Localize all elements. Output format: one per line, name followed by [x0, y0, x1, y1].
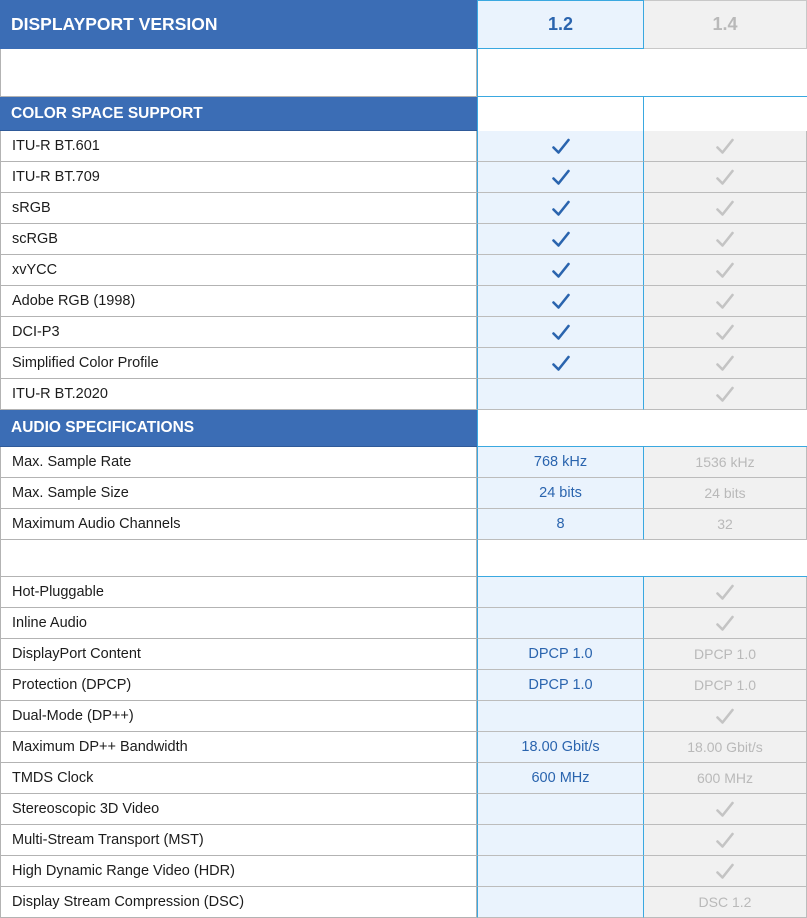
table-row [0, 509, 807, 540]
feature-label: Simplified Color Profile [0, 348, 477, 379]
table-row [0, 224, 807, 255]
checkmark-icon [716, 355, 734, 372]
v12-cell [477, 608, 644, 639]
checkmark-icon [552, 169, 570, 186]
checkmark-icon [552, 293, 570, 310]
cell-value: 600 MHz [531, 770, 590, 786]
table-row [0, 379, 807, 410]
cell-value: 600 MHz [696, 770, 754, 786]
checkmark-icon [716, 832, 734, 849]
v12-cell [477, 670, 644, 701]
feature-label: TMDS Clock [0, 763, 477, 794]
feature-label: DisplayPort Content [0, 639, 477, 670]
checkmark-icon [716, 386, 734, 403]
v12-cell [477, 286, 644, 317]
checkmark-icon [716, 324, 734, 341]
feature-label: High Dynamic Range Video (HDR) [0, 856, 477, 887]
v14-cell [644, 794, 807, 825]
cell-value: 8 [556, 516, 565, 532]
table-row [0, 887, 807, 918]
cell-value: 24 bits [704, 485, 746, 501]
table-row [0, 255, 807, 286]
v14-cell [644, 478, 807, 509]
feature-label: sRGB [0, 193, 477, 224]
v14-cell [644, 670, 807, 701]
table-row [0, 732, 807, 763]
cell-value: 32 [717, 516, 733, 532]
section-header-row [0, 410, 807, 447]
v14-cell [644, 701, 807, 732]
v12-cell [477, 509, 644, 540]
section-spacer [477, 410, 807, 447]
checkmark-icon [716, 231, 734, 248]
spacer-row [0, 49, 807, 97]
table-header-row [0, 0, 807, 49]
table-row [0, 639, 807, 670]
section-header-row [0, 97, 807, 131]
table-row [0, 794, 807, 825]
v12-cell [477, 856, 644, 887]
checkmark-icon [552, 200, 570, 217]
feature-label: Dual-Mode (DP++) [0, 701, 477, 732]
table-row [0, 131, 807, 162]
v14-cell [644, 131, 807, 162]
feature-label: Hot-Pluggable [0, 577, 477, 608]
cell-value: 24 bits [539, 485, 582, 501]
spacer-cell [0, 49, 477, 97]
feature-label: Max. Sample Size [0, 478, 477, 509]
checkmark-icon [716, 138, 734, 155]
section-title: AUDIO SPECIFICATIONS [0, 410, 477, 447]
feature-label: Stereoscopic 3D Video [0, 794, 477, 825]
checkmark-icon [716, 801, 734, 818]
v14-cell [644, 447, 807, 478]
checkmark-icon [716, 584, 734, 601]
v12-cell [477, 732, 644, 763]
table-row [0, 162, 807, 193]
cell-value: 1536 kHz [695, 454, 755, 470]
v12-cell [477, 577, 644, 608]
checkmark-icon [552, 324, 570, 341]
table-row [0, 701, 807, 732]
v14-cell [644, 348, 807, 379]
feature-label: Maximum DP++ Bandwidth [0, 732, 477, 763]
cell-value: DPCP 1.0 [528, 677, 593, 693]
feature-label: Maximum Audio Channels [0, 509, 477, 540]
table-row [0, 478, 807, 509]
v14-cell [644, 224, 807, 255]
cell-value: DSC 1.2 [698, 894, 752, 910]
spacer-row [0, 540, 807, 577]
feature-label: xvYCC [0, 255, 477, 286]
v14-cell [644, 509, 807, 540]
feature-label: Max. Sample Rate [0, 447, 477, 478]
feature-label: ITU-R BT.601 [0, 131, 477, 162]
section-title: COLOR SPACE SUPPORT [0, 97, 477, 131]
v14-cell [644, 379, 807, 410]
v14-cell [644, 825, 807, 856]
cell-value: 18.00 Gbit/s [687, 739, 763, 755]
table-row [0, 193, 807, 224]
v12-cell [477, 701, 644, 732]
section-spacer [477, 97, 644, 131]
column-header-v14: 1.4 [644, 0, 807, 49]
feature-label: scRGB [0, 224, 477, 255]
v14-cell [644, 286, 807, 317]
table-row [0, 447, 807, 478]
table-row [0, 856, 807, 887]
v12-cell [477, 348, 644, 379]
table-row [0, 825, 807, 856]
feature-label: Protection (DPCP) [0, 670, 477, 701]
v12-cell [477, 255, 644, 286]
cell-value: 18.00 Gbit/s [521, 739, 600, 755]
checkmark-icon [716, 200, 734, 217]
checkmark-icon [716, 293, 734, 310]
feature-label: Multi-Stream Transport (MST) [0, 825, 477, 856]
v14-cell [644, 639, 807, 670]
v12-cell [477, 379, 644, 410]
feature-label: DCI-P3 [0, 317, 477, 348]
cell-value: DPCP 1.0 [694, 677, 756, 693]
v12-cell [477, 478, 644, 509]
v14-cell [644, 732, 807, 763]
v14-cell [644, 763, 807, 794]
table-row [0, 348, 807, 379]
feature-label: ITU-R BT.2020 [0, 379, 477, 410]
v14-cell [644, 317, 807, 348]
v14-cell [644, 162, 807, 193]
v12-cell [477, 763, 644, 794]
table-row [0, 317, 807, 348]
v12-cell [477, 193, 644, 224]
table-title: DISPLAYPORT VERSION [0, 0, 477, 49]
checkmark-icon [716, 615, 734, 632]
cell-value: DPCP 1.0 [528, 646, 593, 662]
checkmark-icon [716, 863, 734, 880]
feature-label: Inline Audio [0, 608, 477, 639]
v14-cell [644, 887, 807, 918]
table-row [0, 608, 807, 639]
cell-value: DPCP 1.0 [694, 646, 756, 662]
checkmark-icon [716, 262, 734, 279]
feature-label: ITU-R BT.709 [0, 162, 477, 193]
checkmark-icon [552, 231, 570, 248]
checkmark-icon [716, 708, 734, 725]
v12-cell [477, 825, 644, 856]
v12-cell [477, 794, 644, 825]
table-row [0, 670, 807, 701]
checkmark-icon [552, 355, 570, 372]
checkmark-icon [552, 138, 570, 155]
v12-cell [477, 224, 644, 255]
v14-cell [644, 856, 807, 887]
v14-cell [644, 608, 807, 639]
v14-cell [644, 193, 807, 224]
table-row [0, 286, 807, 317]
column-header-v12: 1.2 [477, 0, 644, 49]
spacer-cell [477, 49, 807, 97]
v12-cell [477, 887, 644, 918]
v12-cell [477, 131, 644, 162]
spacer-cell [0, 540, 477, 577]
table-row [0, 577, 807, 608]
v12-cell [477, 447, 644, 478]
table-row [0, 763, 807, 794]
v12-cell [477, 162, 644, 193]
checkmark-icon [552, 262, 570, 279]
v12-cell [477, 639, 644, 670]
cell-value: 768 kHz [533, 454, 588, 470]
checkmark-icon [716, 169, 734, 186]
spacer-cell [477, 540, 807, 577]
v14-cell [644, 255, 807, 286]
feature-label: Adobe RGB (1998) [0, 286, 477, 317]
v14-cell [644, 577, 807, 608]
feature-label: Display Stream Compression (DSC) [0, 887, 477, 918]
v12-cell [477, 317, 644, 348]
